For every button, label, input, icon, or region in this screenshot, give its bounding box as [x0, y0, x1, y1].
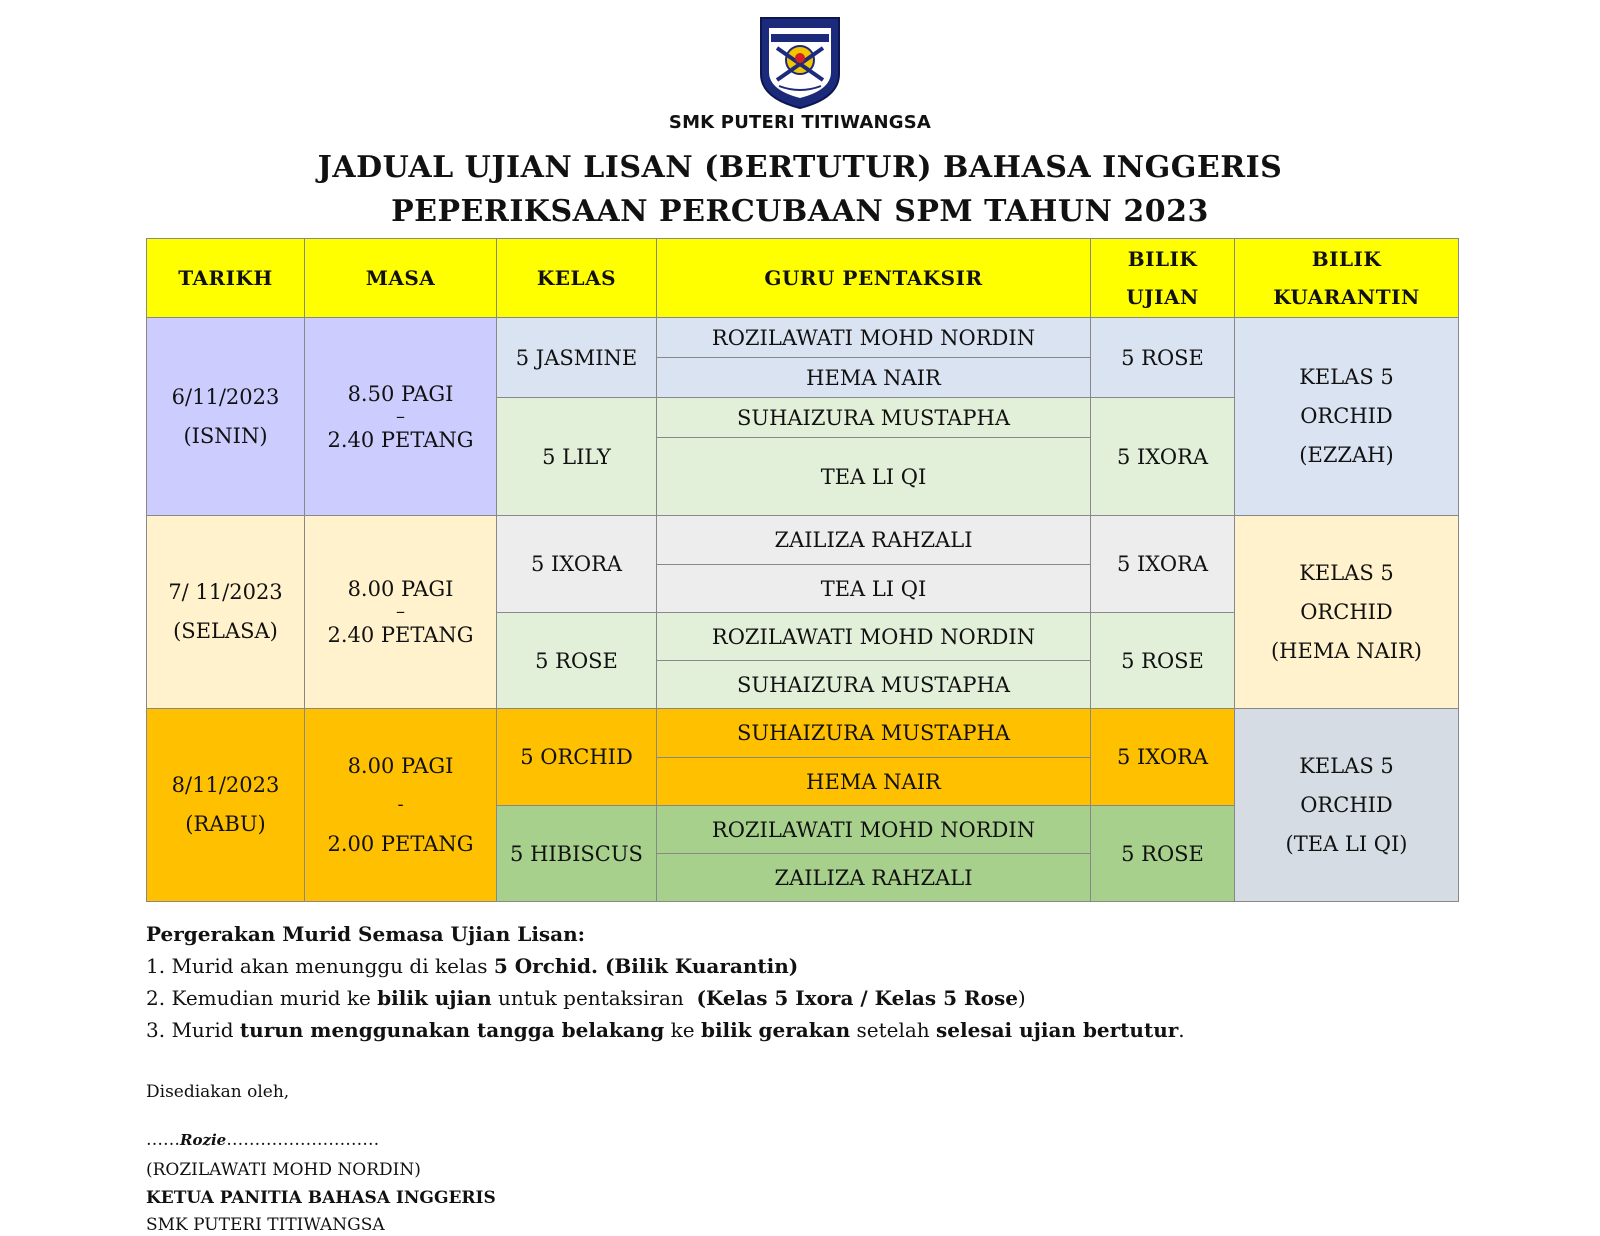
teacher-cell: HEMA NAIR [657, 358, 1091, 398]
time-cell: 8.00 PAGI – 2.40 PETANG [305, 516, 497, 709]
signatory-school: SMK PUTERI TITIWANGSA [146, 1215, 385, 1235]
class-cell: 5 ROSE [497, 613, 657, 709]
test-room-cell: 5 IXORA [1091, 516, 1235, 613]
test-room-cell: 5 ROSE [1091, 806, 1235, 902]
schedule-table [146, 238, 1459, 902]
table-row [147, 709, 1459, 758]
title-line-2: PEPERIKSAAN PERCUBAAN SPM TAHUN 2023 [391, 194, 1209, 229]
teacher-cell: SUHAIZURA MUSTAPHA [657, 661, 1091, 709]
student-movement-notes [146, 918, 1446, 1046]
test-room-cell: 5 ROSE [1091, 318, 1235, 398]
teacher-cell: ROZILAWATI MOHD NORDIN [657, 318, 1091, 358]
signatory-name: (ROZILAWATI MOHD NORDIN) [146, 1160, 421, 1180]
test-room-cell: 5 IXORA [1091, 398, 1235, 516]
time-cell: 8.00 PAGI - 2.00 PETANG [305, 709, 497, 902]
header-bilik-ujian: BILIK UJIAN [1091, 239, 1235, 318]
header-bilik-kuarantin: BILIK KUARANTIN [1235, 239, 1459, 318]
date-cell: 6/11/2023 (ISNIN) [147, 318, 305, 516]
class-cell: 5 ORCHID [497, 709, 657, 806]
teacher-cell: HEMA NAIR [657, 758, 1091, 806]
header-tarikh: TARIKH [147, 239, 305, 318]
school-name: SMK PUTERI TITIWANGSA [668, 112, 932, 133]
header-masa: MASA [305, 239, 497, 318]
title-line-1: JADUAL UJIAN LISAN (BERTUTUR) BAHASA INGGERIS [317, 150, 1283, 185]
table-row [147, 318, 1459, 358]
signature: Rozie [180, 1131, 227, 1149]
teacher-cell: ZAILIZA RAHZALI [657, 854, 1091, 902]
signatory-position: KETUA PANITIA BAHASA INGGERIS [146, 1188, 496, 1208]
teacher-cell: ZAILIZA RAHZALI [657, 516, 1091, 565]
test-room-cell: 5 IXORA [1091, 709, 1235, 806]
header-kelas: KELAS [497, 239, 657, 318]
notes-heading: Pergerakan Murid Semasa Ujian Lisan: [146, 922, 586, 946]
time-cell: 8.50 PAGI – 2.40 PETANG [305, 318, 497, 516]
class-cell: 5 IXORA [497, 516, 657, 613]
teacher-cell: SUHAIZURA MUSTAPHA [657, 709, 1091, 758]
quarantine-cell: KELAS 5 ORCHID (TEA LI QI) [1235, 709, 1459, 902]
note-item: 2. Kemudian murid ke bilik ujian untuk pentaksiran (Kelas 5 Ixora / Kelas 5 Rose) [146, 986, 1026, 1010]
prepared-by-label: Disediakan oleh, [146, 1082, 290, 1102]
teacher-cell: TEA LI QI [657, 438, 1091, 516]
class-cell: 5 JASMINE [497, 318, 657, 398]
note-item: 3. Murid turun menggunakan tangga belakang ke bilik gerakan setelah selesai ujian bertutur. [146, 1018, 1185, 1042]
header-guru: GURU PENTAKSIR [657, 239, 1091, 318]
table-header-row [147, 239, 1459, 318]
teacher-cell: ROZILAWATI MOHD NORDIN [657, 613, 1091, 661]
table-row [147, 516, 1459, 565]
signature-line: ……Rozie……………………… [146, 1130, 380, 1150]
class-cell: 5 HIBISCUS [497, 806, 657, 902]
teacher-cell: TEA LI QI [657, 565, 1091, 613]
class-cell: 5 LILY [497, 398, 657, 516]
date-cell: 7/ 11/2023 (SELASA) [147, 516, 305, 709]
teacher-cell: SUHAIZURA MUSTAPHA [657, 398, 1091, 438]
school-crest-logo [757, 14, 843, 110]
date-cell: 8/11/2023 (RABU) [147, 709, 305, 902]
test-room-cell: 5 ROSE [1091, 613, 1235, 709]
quarantine-cell: KELAS 5 ORCHID (EZZAH) [1235, 318, 1459, 516]
teacher-cell: ROZILAWATI MOHD NORDIN [657, 806, 1091, 854]
quarantine-cell: KELAS 5 ORCHID (HEMA NAIR) [1235, 516, 1459, 709]
note-item: 1. Murid akan menunggu di kelas 5 Orchid. (Bilik Kuarantin) [146, 954, 799, 978]
